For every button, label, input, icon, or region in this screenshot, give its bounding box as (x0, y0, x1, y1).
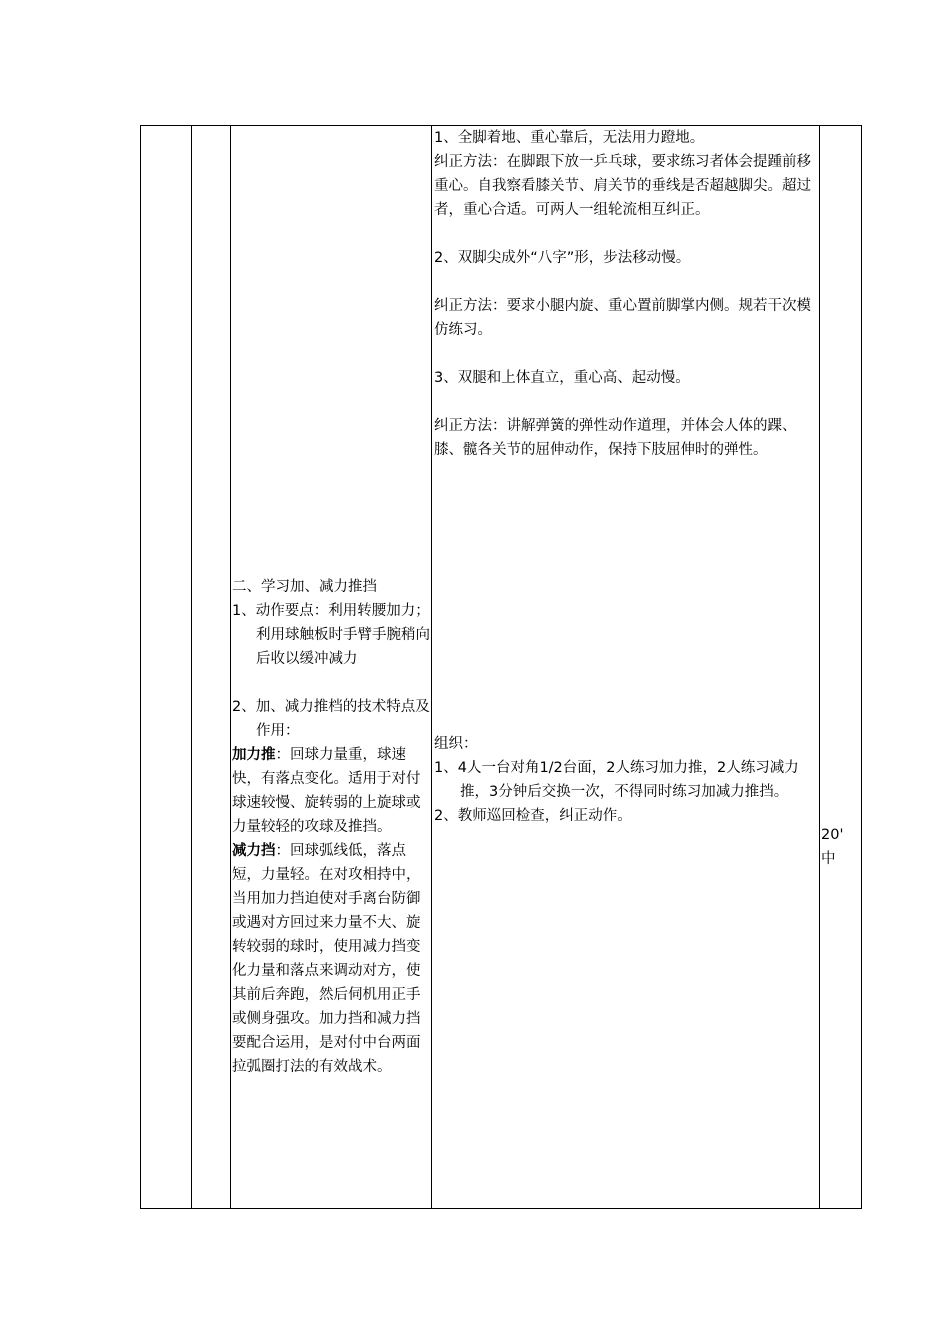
correction-1: 纠正方法：在脚跟下放一乒乓球，要求练习者体会提踵前移重心。自我察看膝关节、肩关节的垂线是否超越脚尖。超过者，重心合适。可两人一组轮流相互纠正。 (434, 154, 811, 218)
error-1: 1、全脚着地、重心靠后，无法用力蹬地。 (434, 130, 705, 146)
reduce-force-block-paragraph (232, 839, 430, 1079)
organization-item-2: 2、教师巡回检查，纠正动作。 (434, 808, 632, 824)
reduce-force-block-label: 减力挡 (232, 843, 276, 859)
column-divider (819, 126, 820, 1208)
correction-2: 纠正方法：要求小腿内旋、重心置前脚掌内侧。规若干次模仿练习。 (434, 298, 811, 338)
time-intensity-cell (821, 126, 861, 1208)
lesson-plan-table (140, 125, 862, 1209)
organization-item-1: 1、4人一台对角1/2台面，2人练习加力推，2人练习减力推，3分钟后交换一次，不得同时练习加减力推挡。 (434, 760, 799, 800)
technique-features-heading: 2、加、减力推档的技术特点及作用： (232, 699, 430, 739)
intensity-value: 中 (821, 851, 836, 867)
column-1-cell (141, 126, 191, 1208)
column-2-cell (191, 126, 230, 1208)
time-value: 20' (821, 827, 844, 843)
organization-title: 组织： (434, 736, 478, 752)
error-3: 3、双腿和上体直立，重心高、起动慢。 (434, 370, 690, 386)
add-force-push-paragraph (232, 743, 430, 839)
reduce-force-block-text: ：回球弧线低，落点短，力量轻。在对攻相持中，当用加力挡迫使对手离台防御或遇对方回过来力量不大、旋转较弱的球时，使用减力挡变化力量和落点来调动对方，使其前后奔跑，然后伺机用正手或侧身强攻。加力挡和减力挡要配合运用，是对付中台两面拉弧圈打法的有效战术。 (232, 843, 421, 1075)
column-divider (230, 126, 231, 1208)
error-2: 2、双脚尖成外“八字”形，步法移动慢。 (434, 250, 691, 266)
column-divider (431, 126, 432, 1208)
add-force-push-text: ：回球力量重，球速快，有落点变化。适用于对付球速较慢、旋转弱的上旋球或力量较轻的攻球及推挡。 (232, 747, 421, 835)
action-key-points: 1、动作要点：利用转腰加力；利用球触板时手臂手腕稍向后收以缓冲减力 (232, 603, 430, 667)
correction-3: 纠正方法：讲解弹簧的弹性动作道理，并体会人体的踝、膝、髋各关节的屈伸动作，保持下肢屈伸时的弹性。 (434, 418, 797, 458)
add-force-push-label: 加力推 (232, 747, 276, 763)
section-title: 二、学习加、减力推挡 (232, 579, 377, 595)
method-organization-cell (434, 126, 818, 1208)
teaching-content-cell (232, 126, 430, 1208)
